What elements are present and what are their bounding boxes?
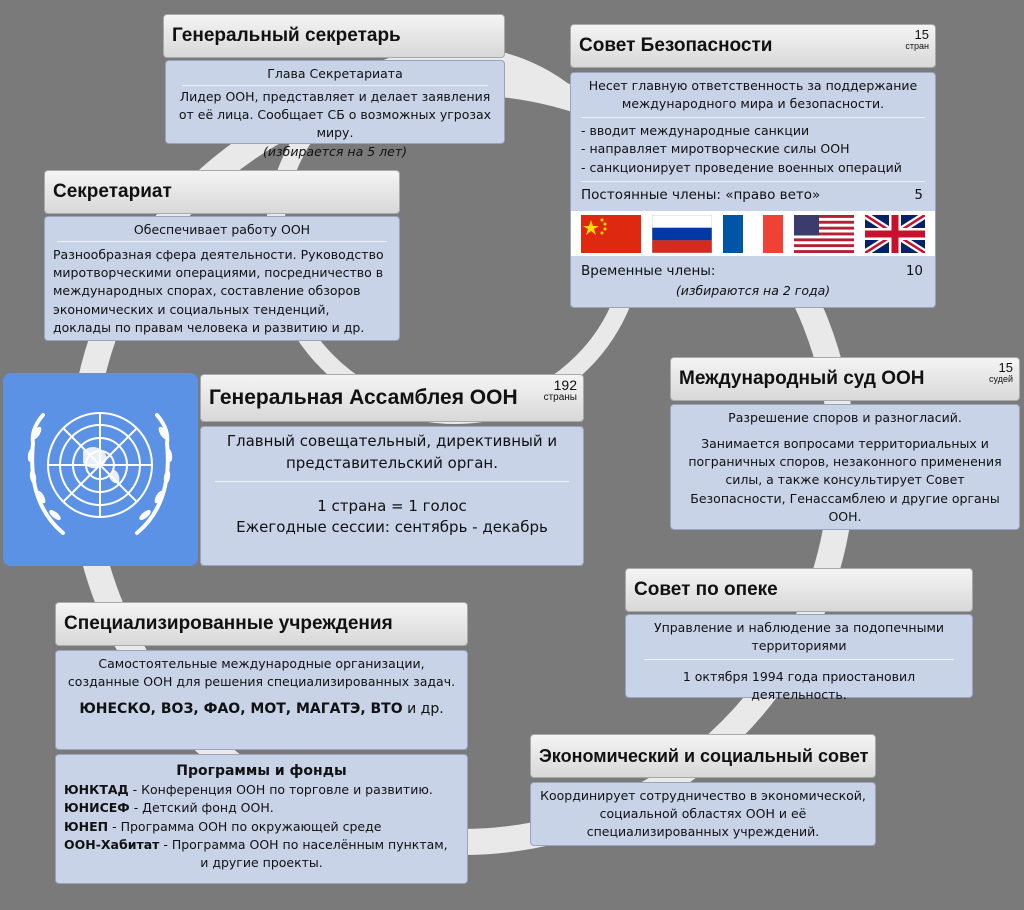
secretary-general-note: (избирается на 5 лет) bbox=[263, 143, 407, 159]
general-assembly-count: 192 bbox=[553, 377, 577, 393]
program-desc: - Программа ООН по населённым пунктам, bbox=[159, 836, 448, 852]
security-council-items bbox=[571, 122, 935, 176]
ecosoc-title: Экономический и социальный совет bbox=[539, 745, 869, 766]
secretary-general-body bbox=[165, 60, 505, 159]
permanent-members-count: 5 bbox=[914, 186, 923, 203]
general-assembly-vote: 1 страна = 1 голос bbox=[317, 496, 467, 515]
china-flag-icon bbox=[581, 215, 641, 253]
secretariat-body bbox=[44, 216, 400, 341]
security-council-header bbox=[570, 24, 936, 68]
court-body bbox=[670, 404, 1020, 530]
security-council-intro: Несет главную ответственность за поддержание международного мира и безопасности. bbox=[588, 78, 918, 112]
ecosoc-body bbox=[530, 782, 876, 846]
secretariat-title: Секретариат bbox=[53, 181, 172, 202]
specialized-header bbox=[55, 602, 468, 646]
court-title: Международный суд ООН bbox=[679, 368, 925, 389]
specialized-desc: Самостоятельные международные организации, созданные ООН для решения специализированных задач. bbox=[67, 656, 456, 690]
uk-flag-icon bbox=[865, 215, 925, 253]
un-emblem-icon bbox=[3, 373, 198, 566]
program-item bbox=[64, 799, 459, 817]
trusteeship-title: Совет по опеке bbox=[634, 579, 778, 600]
trusteeship-header bbox=[625, 568, 973, 612]
temporary-members-label: Временные члены: bbox=[581, 263, 716, 280]
general-assembly-title: Генеральная Ассамблея ООН bbox=[209, 386, 518, 409]
general-assembly-desc: Главный совещательный, директивный и представительский орган. bbox=[226, 432, 558, 472]
trusteeship-line2: 1 октября 1994 года приостановил деятельность. bbox=[682, 669, 916, 703]
temporary-members-note: (избираются на 2 года) bbox=[675, 282, 831, 298]
court-header bbox=[670, 357, 1020, 401]
program-item bbox=[64, 818, 459, 836]
programs-body bbox=[55, 754, 468, 884]
un-emblem bbox=[3, 373, 198, 566]
program-desc: - Конференция ООН по торговле и развитию. bbox=[128, 782, 433, 798]
specialized-body bbox=[55, 650, 468, 750]
trusteeship-body bbox=[625, 614, 973, 703]
ecosoc-header bbox=[530, 734, 876, 778]
security-council-count-unit: стран bbox=[905, 40, 929, 51]
programs-tail: и другие проекты. bbox=[200, 854, 323, 870]
court-count-unit: судей bbox=[989, 373, 1013, 384]
general-assembly-sessions: Ежегодные сессии: сентябрь - декабрь bbox=[236, 518, 548, 537]
secretariat-desc: Разнообразная сфера деятельности. Руководство миротворческими операциями, посредничество в международных спорах, составление обзоров экономических и социальных тенденций, доклады по правам человека и развитию и др. bbox=[53, 247, 384, 335]
program-name: ЮНЕП bbox=[64, 818, 109, 834]
program-name: ЮНИСЕФ bbox=[64, 800, 130, 816]
secretariat-header bbox=[44, 170, 400, 214]
secretary-general-title: Генеральный секретарь bbox=[172, 25, 401, 46]
program-name: ООН-Хабитат bbox=[64, 836, 160, 852]
specialized-orgs-row bbox=[64, 699, 459, 719]
security-council-title: Совет Безопасности bbox=[579, 35, 773, 56]
ecosoc-desc: Координирует сотрудничество в экономической, социальной областях ООН и её специализированных учреждений. bbox=[540, 788, 866, 840]
usa-flag-icon bbox=[794, 215, 854, 253]
security-council-count: 15 bbox=[914, 27, 929, 42]
trusteeship-line1: Управление и наблюдение за подопечными территориями bbox=[653, 620, 945, 654]
permanent-members-label: Постоянные члены: «право вето» bbox=[581, 186, 821, 203]
program-item bbox=[64, 781, 459, 799]
specialized-title: Специализированные учреждения bbox=[64, 613, 393, 634]
russia-flag-icon bbox=[652, 215, 712, 253]
program-desc: - Детский фонд ООН. bbox=[129, 800, 274, 816]
security-council-body bbox=[570, 72, 936, 308]
permanent-members-flags bbox=[571, 211, 935, 256]
court-line1: Разрешение споров и разногласий. bbox=[728, 410, 962, 425]
secretariat-role: Обеспечивает работу ООН bbox=[133, 222, 311, 237]
security-council-item: - направляет миротворческие силы ООН bbox=[581, 141, 850, 157]
general-assembly-header bbox=[200, 374, 584, 422]
programs-title: Программы и фонды bbox=[176, 763, 347, 779]
specialized-orgs-suffix: и др. bbox=[402, 701, 444, 718]
program-item bbox=[64, 836, 459, 854]
france-flag-icon bbox=[723, 215, 783, 253]
court-line2: Занимается вопросами территориальных и пограничных споров, незаконного применения силы, а также консультирует Совет Безопасности, Генассамблею и другие органы ООН. bbox=[688, 436, 1002, 524]
general-assembly-count-unit: страны bbox=[543, 391, 577, 403]
program-desc: - Программа ООН по окружающей среде bbox=[108, 818, 382, 834]
temporary-members-count: 10 bbox=[905, 263, 923, 280]
secretary-general-role: Глава Секретариата bbox=[267, 66, 403, 81]
permanent-members-row bbox=[571, 186, 935, 206]
specialized-orgs: ЮНЕСКО, ВОЗ, ФАО, МОТ, МАГАТЭ, ВТО bbox=[79, 701, 403, 718]
security-council-item: - санкционирует проведение военных операций bbox=[581, 159, 902, 175]
program-name: ЮНКТАД bbox=[64, 782, 129, 798]
secretary-general-desc: Лидер ООН, представляет и делает заявления от её лица. Сообщает СБ о возможных угрозах миру. bbox=[178, 89, 492, 141]
general-assembly-body bbox=[200, 426, 584, 566]
security-council-item: - вводит международные санкции bbox=[581, 123, 810, 139]
temporary-members-row bbox=[571, 262, 935, 282]
court-count: 15 bbox=[998, 360, 1013, 375]
secretary-general-header bbox=[163, 14, 505, 58]
